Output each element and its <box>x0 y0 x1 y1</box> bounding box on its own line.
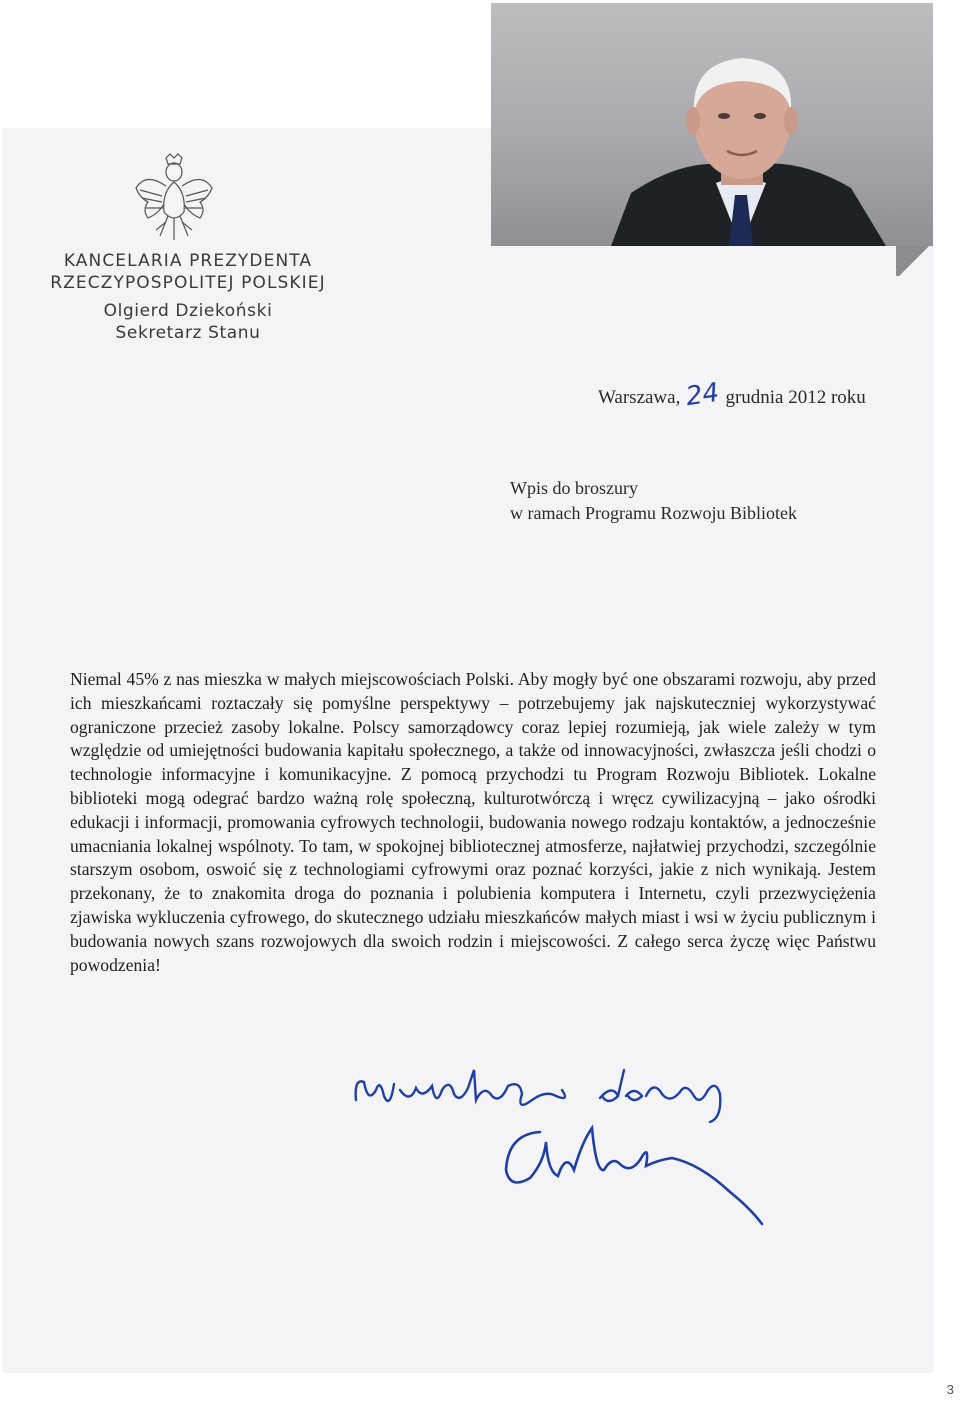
handwritten-signature <box>500 1112 770 1232</box>
letter-body: Niemal 45% z nas mieszka w małych miejscowościach Polski. Aby mogły być one obszarami rozwoju, aby przed ich mieszkańcami roztaczały się pomyślne perspektywy – potrzebujemy jak najskuteczniej wykorzystywać ograniczone przecież zasoby lokalne. Polscy samorządowcy coraz lepiej rozumieją, jak wiele zależy w tym względzie od umiejętności budowania kapitału społecznego, a także od innowacyjności, zwłaszcza jeśli chodzi o technologie informacyjne i komunikacyjne. Z pomocą przychodzi tu Program Rozwoju Bibliotek. Lokalne biblioteki mogą odegrać bardzo ważną rolę społeczną, kulturotwórczą i wręcz cywilizacyjną – jako ośrodki edukacji i informacji, promowania cyfrowych technologii, budowania nowego rodzaju kontaktów, a jednocześnie umacniania lokalnej wspólnoty. To tam, w spokojnej bibliotecznej atmosferze, najłatwiej przychodzi, szczególnie starszym osobom, oswoić się z technologiami cyfrowymi oraz poznać korzyści, jakie z nich wynikają. Jestem przekonany, że to znakomita droga do poznania i polubienia komputera i Internetu, czyli przezwyciężenia zjawiska wykluczenia cyfrowego, do skutecznego udziału mieszkańców małych miast i wsi w życiu publicznym i budowania nowych szans rozwojowych dla swoich rodzin i miejscowości. Z całego serca życzę więc Państwu powodzenia! <box>70 669 876 975</box>
date-place: Warszawa, <box>598 387 681 408</box>
letter-subject <box>510 476 797 526</box>
sender-name: Olgierd Dziekoński <box>103 301 273 321</box>
date-rest: grudnia 2012 roku <box>725 387 866 408</box>
portrait-illustration <box>491 3 933 246</box>
letterhead <box>28 250 348 344</box>
letterhead-line-2: RZECZYPOSPOLITEJ POLSKIEJ <box>50 273 326 293</box>
page-number: 3 <box>946 1382 954 1397</box>
portrait-photo <box>491 3 933 246</box>
letter-date <box>598 377 866 413</box>
letterhead-line-1: KANCELARIA PREZYDENTA <box>63 251 313 271</box>
subject-line-1: Wpis do broszury <box>510 478 638 498</box>
date-day-handwritten: 24 <box>684 377 722 413</box>
sender-title: Sekretarz Stanu <box>115 323 261 343</box>
subject-line-2: w ramach Programu Rozwoju Bibliotek <box>510 503 797 523</box>
photo-corner-fold <box>896 246 933 276</box>
eagle-emblem-icon <box>132 152 216 244</box>
